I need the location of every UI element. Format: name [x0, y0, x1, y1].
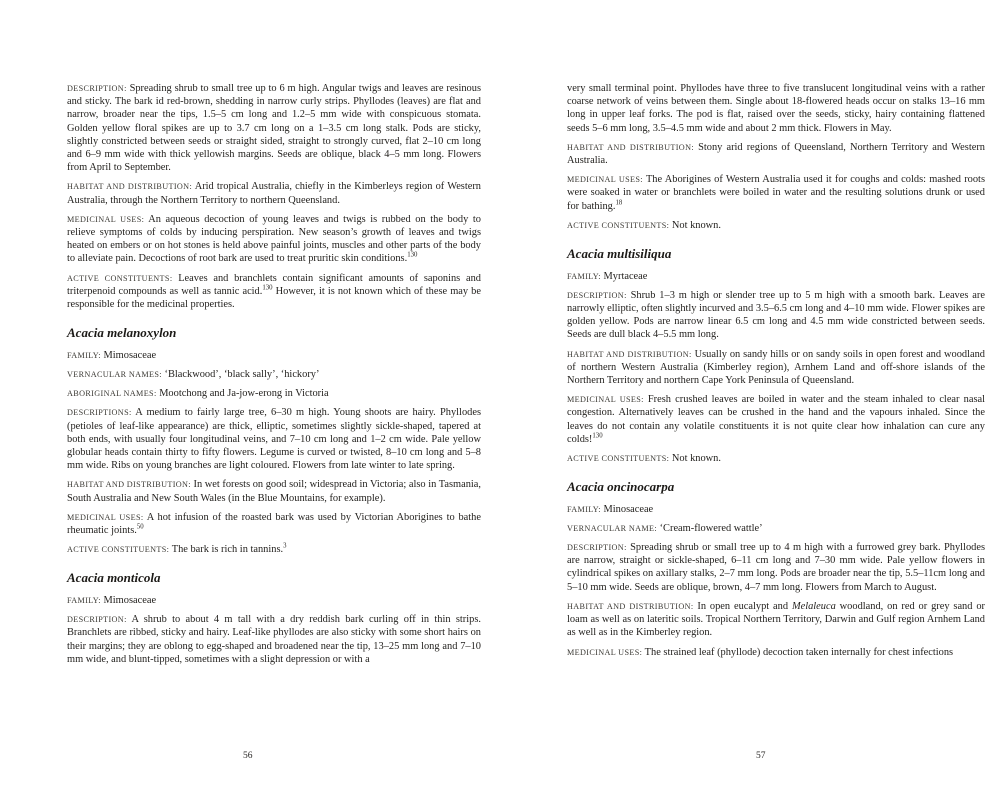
- field-label: HABITAT AND DISTRIBUTION:: [567, 349, 692, 359]
- paragraph-text: Not known.: [671, 452, 721, 464]
- paragraph-text: Fresh crushed leaves are boiled in water and the steam inhaled to clear nasal congestion. Alternatively leaves can be crushed in the hand and the vapours inhaled. Since the leaves do not contain any volatile constituents it is not quite clear how inhalation can cure any colds!: [567, 394, 985, 445]
- entry-paragraph: [567, 289, 985, 342]
- paragraph-text: Stony arid regions of Queensland, Northern Territory and Western Australia.: [567, 141, 985, 167]
- paragraph-text: Mimosaceae: [103, 594, 157, 606]
- entry-paragraph: [67, 387, 481, 400]
- paragraph-text: An aqueous decoction of young leaves and twigs is rubbed on the body to relieve symptoms of colds by inducing perspiration. New season’s growth of leaves and twigs heated on embers or on hot stones is held above painful joints, muscles and other parts of the body to alleviate pain. Decoctions of root bark are used to treat pruritic skin conditions.: [67, 213, 481, 265]
- paragraph-text: A medium to fairly large tree, 6–30 m high. Young shoots are hairy. Phyllodes (petioles of leaf-like appearance) are thick, elliptic, sometimes slightly sickle-shaped, tapered at both ends, with usually four longitudinal veins, and 7–10 cm long and 1–2 cm wide. Pale yellow globular heads contain thirty to fifty flowers. Legume is curved or twisted, 8–10 cm long and 5–8 mm wide. Ribs on young branches are light coloured. Flowers from late winter to late spring.: [67, 407, 481, 472]
- page-left: [0, 0, 501, 800]
- paragraph-text: Spreading shrub to small tree up to 6 m high. Angular twigs and leaves are resinous and sticky. The bark id red-brown, shedding in narrow curly strips. Phyllodes (leaves) are flat and narrow, broader near the tips, 1.5–5 cm long and 1.2–5 mm wide with conspicuous stomata. Golden yellow floral spikes are up to 3.7 cm long on a 1–3.5 cm long stalk. Pods are sticky, slightly constricted between seeds or straight sided, straight to strongly curved, flat 2–10 cm long and 6–9 mm wide with thick yellowish margins. Seeds are oblique, black 4–5 mm long. Flowers from April to September.: [67, 83, 481, 174]
- entry-paragraph: [67, 594, 481, 607]
- species-heading: Acacia oncinocarpa: [567, 479, 675, 495]
- field-label: MEDICINAL USES:: [567, 647, 643, 657]
- entry-paragraph: [567, 393, 985, 446]
- paragraph-text: Mootchong and Ja-jow-erong in Victoria: [159, 388, 329, 400]
- field-label: ACTIVE CONSTITUENTS:: [567, 453, 670, 463]
- field-label: MEDICINAL USES:: [67, 512, 144, 522]
- entry-paragraph: [567, 600, 985, 640]
- field-label: ACTIVE CONSTITUENTS:: [567, 220, 670, 230]
- page-right: [501, 0, 1003, 800]
- field-label: DESCRIPTION:: [67, 84, 127, 93]
- field-label: MEDICINAL USES:: [67, 214, 145, 224]
- field-label: MEDICINAL USES:: [567, 175, 643, 185]
- field-label: ABORIGINAL NAMES:: [67, 389, 157, 399]
- reference-superscript: 3: [283, 542, 287, 550]
- paragraph-text: Spreading shrub or small tree up to 4 m high with a furrowed grey bark. Phyllodes are narrow, straight or sickle-shaped, 6–11 cm long and 7–30 mm wide. Pale yellow flowers in cylindrical spikes on axillary stalks, 2–7 mm long. Pods are broader near the tip, 5.5–11cm long and 5–10 mm wide. Seeds are oblique, brown, 4–7 mm long. Flowers from March to August.: [567, 542, 985, 593]
- paragraph-text: However, it is not known which of these may be responsible for the medicinal properties.: [67, 285, 481, 311]
- field-label: VERNACULAR NAME:: [567, 523, 657, 533]
- field-label: HABITAT AND DISTRIBUTION:: [67, 182, 193, 192]
- field-label: FAMILY:: [67, 350, 101, 360]
- field-label: MEDICINAL USES:: [567, 395, 644, 405]
- text-column-left: [67, 82, 481, 672]
- paragraph-text: The bark is rich in tannins.: [171, 544, 284, 556]
- field-label: DESCRIPTION:: [567, 543, 627, 553]
- paragraph-text: In wet forests on good soil; widespread in Victoria; also in Tasmania, South Australia and New South Wales (in the Blue Mountains, for example).: [67, 479, 481, 504]
- entry-paragraph: [567, 82, 985, 135]
- field-label: FAMILY:: [67, 595, 101, 605]
- entry-paragraph: [67, 180, 481, 206]
- entry-paragraph: [567, 173, 985, 213]
- paragraph-text: very small terminal point. Phyllodes have three to five translucent longitudinal veins with a rather coarse network of veins between them. Single about 18-flowered heads occur on stalks 13–16 mm long in upper leaf forks. The pod is flat, raised over the seeds, sticky, hairy containing flattened seeds 5–6 mm long, 3.5–4.5 mm wide and about 2 mm thick. Flowers in May.: [567, 83, 985, 134]
- text-column-right: [567, 82, 985, 665]
- paragraph-text: Minosaceae: [603, 503, 654, 515]
- entry-paragraph: [567, 541, 985, 594]
- paragraph-text: Myrtaceae: [603, 270, 648, 282]
- paragraph-text: The strained leaf (phyllode) decoction taken internally for chest infections: [644, 646, 954, 658]
- entry-paragraph: [567, 646, 985, 659]
- paragraph-text: In open eucalypt and: [697, 600, 792, 612]
- reference-superscript: 50: [136, 523, 144, 531]
- entry-paragraph: [67, 478, 481, 504]
- paragraph-text: ‘Blackwood’, ‘black sally’, ‘hickory’: [164, 368, 320, 380]
- field-label: HABITAT AND DISTRIBUTION:: [567, 142, 694, 152]
- entry-paragraph: [567, 141, 985, 167]
- reference-superscript: 130: [407, 251, 418, 259]
- paragraph-text: woodland, on red or grey sand or loam as well as on lateritic soils. Tropical Northern Territory, Darwin and Gulf region Arnhem Land as well as in the Kimberley region.: [567, 600, 985, 639]
- field-label: DESCRIPTIONS:: [67, 408, 132, 418]
- paragraph-text: Shrub 1–3 m high or slender tree up to 5 m high with a smooth bark. Leaves are narrowly elliptic, often slightly incurved and 3.5–6.5 cm long and 4–10 mm wide. Flower spikes are golden yellow. Pods are narrow linear 6.5 cm long and 4.5 mm wide constricted between seeds. Seeds are dull black 4–5.5 mm long.: [567, 289, 985, 341]
- paragraph-text: Leaves and branchlets contain significant amounts of saponins and triterpenoid compounds as well as tannic acid.: [67, 272, 481, 297]
- field-label: FAMILY:: [567, 504, 601, 514]
- entry-paragraph: [567, 219, 985, 232]
- entry-paragraph: [67, 368, 481, 381]
- paragraph-text: The Aborigines of Western Australia used it for coughs and colds: mashed roots were soaked in water or branchlets were boiled in water and the resulting solutions drunk or used for bathing.: [567, 174, 985, 212]
- field-label: FAMILY:: [567, 271, 601, 281]
- entry-paragraph: [567, 348, 985, 388]
- entry-paragraph: [567, 270, 985, 283]
- reference-superscript: 130: [592, 432, 603, 440]
- reference-superscript: 130: [262, 284, 273, 292]
- species-name-inline: Melaleuca: [791, 600, 836, 612]
- field-label: DESCRIPTION:: [567, 290, 627, 300]
- field-label: ACTIVE CONSTITUENTS:: [67, 273, 173, 283]
- paragraph-text: A hot infusion of the roasted bark was used by Victorian Aborigines to bathe rheumatic joints.: [67, 511, 481, 536]
- entry-paragraph: [67, 349, 481, 362]
- field-label: VERNACULAR NAMES:: [67, 369, 162, 379]
- field-label: HABITAT AND DISTRIBUTION:: [67, 480, 191, 490]
- species-heading: Acacia melanoxylon: [67, 325, 177, 341]
- entry-paragraph: [567, 522, 985, 535]
- page-number-left: 56: [243, 751, 253, 761]
- species-heading: Acacia multisiliqua: [567, 246, 672, 262]
- entry-paragraph: [67, 213, 481, 266]
- paragraph-text: Not known.: [671, 219, 721, 231]
- entry-paragraph: [567, 452, 985, 465]
- paragraph-text: ‘Cream-flowered wattle’: [659, 522, 763, 534]
- species-heading: Acacia monticola: [67, 570, 161, 586]
- field-label: ACTIVE CONSTITUENTS:: [67, 545, 170, 555]
- entry-paragraph: [67, 272, 481, 312]
- entry-paragraph: [67, 406, 481, 472]
- paragraph-text: Mimosaceae: [103, 349, 157, 361]
- paragraph-text: Usually on sandy hills or on sandy soils in open forest and woodland of northern Western Australia (Kimberley region), Arnhem Land and off-shore islands of the Northern Territory and northern Cape York Peninsula of Queensland.: [567, 348, 985, 386]
- entry-paragraph: [67, 543, 481, 556]
- entry-paragraph: [67, 82, 481, 174]
- field-label: DESCRIPTION:: [67, 615, 127, 625]
- entry-paragraph: [567, 503, 985, 516]
- entry-paragraph: [67, 613, 481, 666]
- paragraph-text: A shrub to about 4 m tall with a dry reddish bark curling off in thin strips. Branchlets are ribbed, sticky and hairy. Leaf-like phyllodes are also sticky with some short hairs on their margins; they are oblong to egg-shaped and broadened near the tip, 13–25 mm long and 7–10 mm wide, and blunt-tipped, sometimes with a slight depression or with a: [67, 614, 481, 665]
- reference-superscript: 18: [615, 199, 623, 207]
- page-number-right: 57: [756, 751, 766, 761]
- entry-paragraph: [67, 511, 481, 537]
- paragraph-text: Arid tropical Australia, chiefly in the Kimberleys region of Western Australia, through the Northern Territory to northern Queensland.: [67, 181, 482, 206]
- field-label: HABITAT AND DISTRIBUTION:: [567, 601, 694, 611]
